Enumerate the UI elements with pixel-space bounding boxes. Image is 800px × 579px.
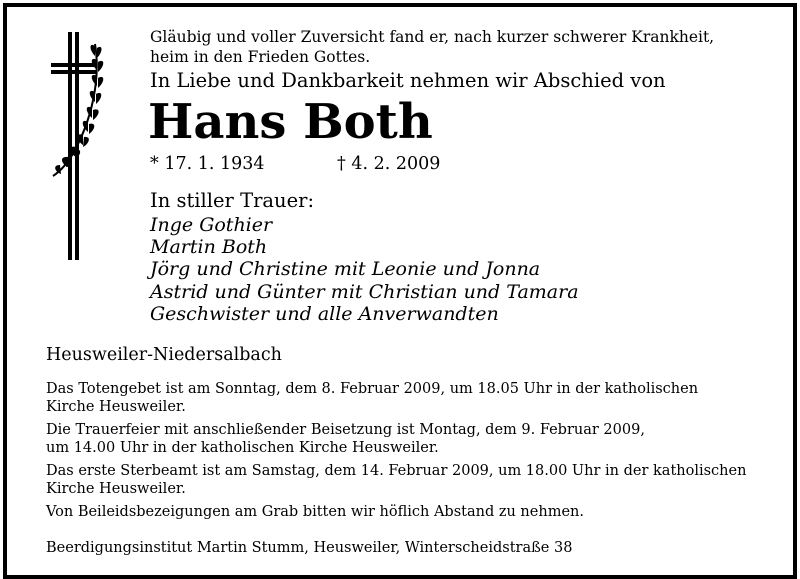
intro-text (150, 27, 760, 67)
notice-requiem (46, 463, 786, 498)
mourner-item: Geschwister und alle Anverwandten (150, 302, 499, 325)
notice-line: um 14.00 Uhr in der katholischen Kirche Heusweiler. (46, 439, 439, 456)
notice-funeral (46, 422, 786, 457)
notice-line: Die Trauerfeier mit anschließender Beisetzung ist Montag, dem 9. Februar 2009, (46, 422, 645, 438)
deceased-name: Hans Both (148, 94, 433, 150)
place-name: Heusweiler-Niedersalbach (46, 345, 282, 365)
service-notices (46, 381, 786, 528)
mourner-item: Jörg und Christine mit Leonie und Jonna (150, 258, 541, 281)
mourning-heading: In stiller Trauer: (150, 189, 315, 212)
intro-line-1: Gläubig und voller Zuversicht fand er, nach kurzer schwerer Krankheit, (150, 28, 715, 46)
notice-line: Von Beileidsbezeigungen am Grab bitten wir höflich Abstand zu nehmen. (46, 504, 584, 520)
mourners-list (150, 214, 579, 325)
mourner-item: Martin Both (150, 236, 268, 259)
death-date: † 4. 2. 2009 (337, 154, 441, 174)
notice-line: Kirche Heusweiler. (46, 398, 186, 415)
notice-condolences (46, 504, 786, 522)
notice-prayer (46, 381, 786, 416)
intro-line-2: heim in den Frieden Gottes. (150, 48, 371, 66)
farewell-line: In Liebe und Dankbarkeit nehmen wir Abschied von (150, 69, 666, 92)
notice-line: Kirche Heusweiler. (46, 480, 186, 497)
undertaker-line: Beerdigungsinstitut Martin Stumm, Heusweiler, Winterscheidstraße 38 (46, 540, 573, 556)
notice-line: Das erste Sterbeamt ist am Samstag, dem 14. Februar 2009, um 18.00 Uhr in der katholischen (46, 463, 747, 479)
birth-date: * 17. 1. 1934 (150, 154, 265, 174)
mourner-item: Inge Gothier (150, 214, 273, 236)
mourner-item: Astrid und Günter mit Christian und Tamara (150, 280, 579, 303)
cross-with-palm-branch-icon (45, 30, 107, 262)
notice-line: Das Totengebet ist am Sonntag, dem 8. Februar 2009, um 18.05 Uhr in der katholischen (46, 381, 699, 397)
